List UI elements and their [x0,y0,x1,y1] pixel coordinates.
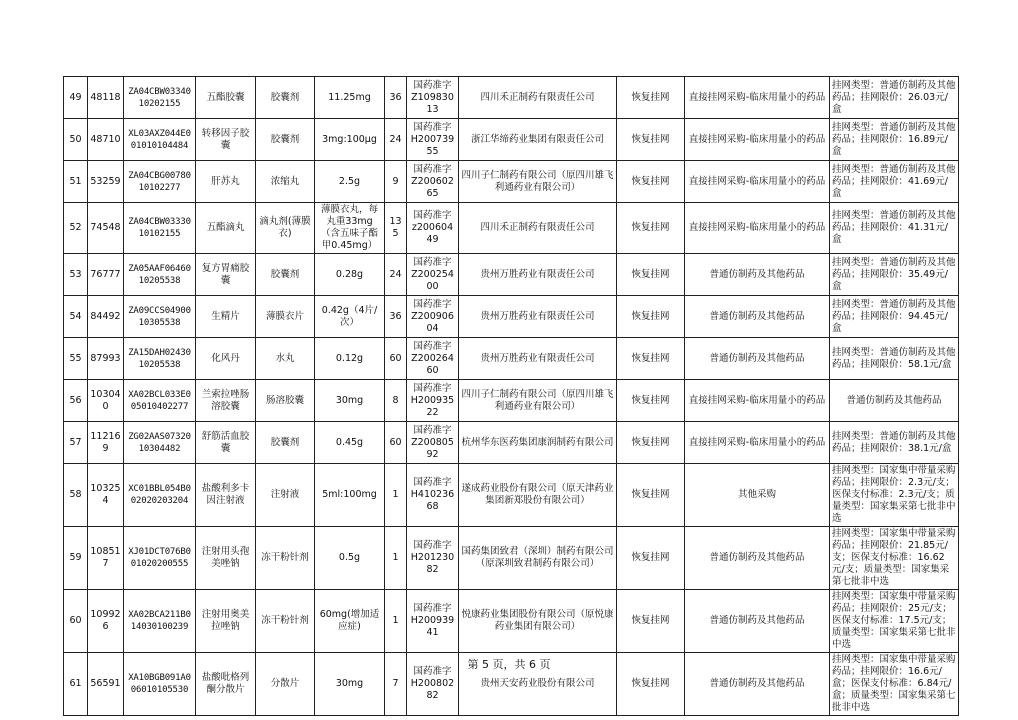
row-seq-cell: 52 [64,203,88,254]
row-seq-cell: 51 [64,161,88,203]
product-id-cell: 112169 [88,422,124,464]
page-number-footer: 第 5 页，共 6 页 [467,658,551,671]
manufacturer-cell: 浙江华缔药业集团有限责任公司 [459,119,617,161]
listing-note-cell: 挂网类型：普通仿制药及其他药品；挂网限价：94.45元/盒 [830,296,959,338]
drug-name-cell: 注射用奥美拉唑钠 [196,590,256,653]
drug-name-cell: 肝苏丸 [196,161,256,203]
listing-status-cell: 恢复挂网 [617,464,685,527]
product-id-cell: 109926 [88,590,124,653]
listing-status-cell: 恢复挂网 [617,161,685,203]
row-seq-cell: 58 [64,464,88,527]
dosage-form-cell: 薄膜衣片 [256,296,315,338]
dosage-form-cell: 胶囊剂 [256,254,315,296]
drug-code-cell: ZA05AAF06460 10205538 [124,254,196,296]
drug-code-cell: ZA15DAH02430 10205538 [124,338,196,380]
drug-name-cell: 盐酸利多卡因注射液 [196,464,256,527]
procurement-method-cell: 直接挂网采购-临床用量小的药品 [685,77,830,119]
listing-status-cell: 恢复挂网 [617,119,685,161]
listing-status-cell: 恢复挂网 [617,203,685,254]
manufacturer-cell: 四川禾正制药有限责任公司 [459,203,617,254]
row-seq-cell: 60 [64,590,88,653]
approval-number-cell: 国药准字 Z10983013 [407,77,459,119]
product-id-cell: 56591 [88,653,124,716]
package-quantity-cell: 60 [385,338,407,380]
listing-status-cell: 恢复挂网 [617,590,685,653]
package-quantity-cell: 9 [385,161,407,203]
package-quantity-cell: 1 [385,464,407,527]
manufacturer-cell: 遂成药业股份有限公司（原天津药业集团新郑股份有限公司） [459,464,617,527]
drug-code-cell: XA10BGB091A0 06010105530 [124,653,196,716]
table-row [64,464,959,527]
specification-cell: 11.25mg [315,77,385,119]
specification-cell: 0.12g [315,338,385,380]
procurement-method-cell: 普通仿制药及其他药品 [685,338,830,380]
manufacturer-cell: 四川子仁制药有限公司（原四川雄飞利通药业有限公司） [459,161,617,203]
approval-number-cell: 国药准字 Z20025400 [407,254,459,296]
manufacturer-cell: 四川子仁制药有限公司（原四川雄飞利通药业有限公司） [459,380,617,422]
package-quantity-cell: 7 [385,653,407,716]
product-id-cell: 108517 [88,527,124,590]
approval-number-cell: 国药准字 H20093522 [407,380,459,422]
package-quantity-cell: 1 [385,590,407,653]
table-body [64,77,959,716]
row-seq-cell: 55 [64,338,88,380]
product-id-cell: 48710 [88,119,124,161]
table-row [64,380,959,422]
listing-status-cell: 恢复挂网 [617,422,685,464]
dosage-form-cell: 胶囊剂 [256,119,315,161]
specification-cell: 3mg:100μg [315,119,385,161]
drug-name-cell: 兰索拉唑肠溶胶囊 [196,380,256,422]
table-row [64,77,959,119]
specification-cell: 0.45g [315,422,385,464]
table-row [64,254,959,296]
product-id-cell: 84492 [88,296,124,338]
procurement-method-cell: 直接挂网采购-临床用量小的药品 [685,161,830,203]
procurement-method-cell: 直接挂网采购-临床用量小的药品 [685,203,830,254]
package-quantity-cell: 60 [385,422,407,464]
approval-number-cell: 国药准字 H41023668 [407,464,459,527]
listing-note-cell: 挂网类型：普通仿制药及其他药品；挂网限价：26.03元/盒 [830,77,959,119]
row-seq-cell: 57 [64,422,88,464]
approval-number-cell: 国药准字 Z20026460 [407,338,459,380]
drug-name-cell: 盐酸吡格列酮分散片 [196,653,256,716]
drug-name-cell: 生精片 [196,296,256,338]
procurement-method-cell: 普通仿制药及其他药品 [685,254,830,296]
approval-number-cell: 国药准字 Z20080592 [407,422,459,464]
procurement-method-cell: 普通仿制药及其他药品 [685,296,830,338]
product-id-cell: 103254 [88,464,124,527]
table-row [64,161,959,203]
listing-note-cell: 挂网类型：国家集中带量采购药品；挂网限价：25元/支；医保支付标准：17.5元/支；质量类型：国家集采第七批非中选 [830,590,959,653]
drug-name-cell: 复方胃痛胶囊 [196,254,256,296]
listing-status-cell: 恢复挂网 [617,338,685,380]
package-quantity-cell: 135 [385,203,407,254]
approval-number-cell: 国药准字 H20080282 [407,653,459,716]
manufacturer-cell: 四川禾正制药有限责任公司 [459,77,617,119]
specification-cell: 60mg(增加适应症) [315,590,385,653]
package-quantity-cell: 36 [385,77,407,119]
package-quantity-cell: 24 [385,254,407,296]
drug-name-cell: 转移因子胶囊 [196,119,256,161]
product-id-cell: 74548 [88,203,124,254]
package-quantity-cell: 36 [385,296,407,338]
manufacturer-cell: 贵州万胜药业有限责任公司 [459,338,617,380]
dosage-form-cell: 冻干粉针剂 [256,527,315,590]
drug-code-cell: ZA04CBW03340 10202155 [124,77,196,119]
specification-cell: 2.5g [315,161,385,203]
listing-note-cell: 挂网类型：普通仿制药及其他药品；挂网限价：41.69元/盒 [830,161,959,203]
drug-code-cell: XA02BCA211B0 14030100239 [124,590,196,653]
dosage-form-cell: 冻干粉针剂 [256,590,315,653]
listing-status-cell: 恢复挂网 [617,254,685,296]
specification-cell: 薄膜衣丸，每丸重33mg（含五味子酯甲0.45mg） [315,203,385,254]
drug-code-cell: ZA04CBW03330 10102155 [124,203,196,254]
procurement-method-cell: 直接挂网采购-临床用量小的药品 [685,422,830,464]
procurement-method-cell: 其他采购 [685,464,830,527]
procurement-method-cell: 普通仿制药及其他药品 [685,527,830,590]
product-id-cell: 76777 [88,254,124,296]
row-seq-cell: 61 [64,653,88,716]
approval-number-cell: 国药准字 Z20060265 [407,161,459,203]
drug-code-cell: ZA09CCS04900 10305538 [124,296,196,338]
row-seq-cell: 53 [64,254,88,296]
product-id-cell: 87993 [88,338,124,380]
listing-note-cell: 挂网类型：普通仿制药及其他药品；挂网限价：58.1元/盒 [830,338,959,380]
drug-name-cell: 注射用头孢美唑钠 [196,527,256,590]
drug-listing-table [63,76,959,716]
drug-code-cell: XJ01DCT076B0 01020200555 [124,527,196,590]
package-quantity-cell: 8 [385,380,407,422]
product-id-cell: 48118 [88,77,124,119]
procurement-method-cell: 普通仿制药及其他药品 [685,653,830,716]
drug-code-cell: XL03AXZ044E0 01010104484 [124,119,196,161]
table-row [64,338,959,380]
dosage-form-cell: 注射液 [256,464,315,527]
specification-cell: 30mg [315,653,385,716]
listing-note-cell: 挂网类型：国家集中带量采购药品；挂网限价：21.85元/支；医保支付标准：16.62元/支；质量类型：国家集采第七批非中选 [830,527,959,590]
row-seq-cell: 59 [64,527,88,590]
approval-number-cell: 国药准字 H20073955 [407,119,459,161]
package-quantity-cell: 24 [385,119,407,161]
product-id-cell: 53259 [88,161,124,203]
specification-cell: 0.42g（4片/次） [315,296,385,338]
listing-note-cell: 普通仿制药及其他药品 [830,380,959,422]
approval-number-cell: 国药准字 Z20090604 [407,296,459,338]
dosage-form-cell: 胶囊剂 [256,422,315,464]
manufacturer-cell: 贵州万胜药业有限责任公司 [459,254,617,296]
table-row [64,422,959,464]
table-row [64,203,959,254]
specification-cell: 30mg [315,380,385,422]
listing-status-cell: 恢复挂网 [617,380,685,422]
drug-code-cell: XC01BBL054B0 02020203204 [124,464,196,527]
listing-note-cell: 挂网类型：普通仿制药及其他药品；挂网限价：41.31元/盒 [830,203,959,254]
listing-note-cell: 挂网类型：国家集中带量采购药品；挂网限价：16.6元/盒；医保支付标准：6.84元/盒；质量类型：国家集采第七批非中选 [830,653,959,716]
approval-number-cell: 国药准字 H20123082 [407,527,459,590]
row-seq-cell: 56 [64,380,88,422]
package-quantity-cell: 1 [385,527,407,590]
dosage-form-cell: 滴丸剂(薄膜衣) [256,203,315,254]
product-id-cell: 103040 [88,380,124,422]
manufacturer-cell: 贵州天安药业股份有限公司 [459,653,617,716]
table-row [64,119,959,161]
listing-status-cell: 恢复挂网 [617,653,685,716]
listing-note-cell: 挂网类型：普通仿制药及其他药品；挂网限价：38.1元/盒 [830,422,959,464]
procurement-method-cell: 直接挂网采购-临床用量小的药品 [685,380,830,422]
manufacturer-cell: 悦康药业集团股份有限公司（原悦康药业集团有限公司） [459,590,617,653]
table-row [64,296,959,338]
listing-note-cell: 挂网类型：国家集中带量采购药品；挂网限价：2.3元/支；医保支付标准：2.3元/支；质量类型：国家集采第七批非中选 [830,464,959,527]
row-seq-cell: 50 [64,119,88,161]
listing-note-cell: 挂网类型：普通仿制药及其他药品；挂网限价：35.49元/盒 [830,254,959,296]
drug-code-cell: ZG02AAS07320 10304482 [124,422,196,464]
row-seq-cell: 49 [64,77,88,119]
listing-note-cell: 挂网类型：普通仿制药及其他药品；挂网限价：16.89元/盒 [830,119,959,161]
dosage-form-cell: 肠溶胶囊 [256,380,315,422]
procurement-method-cell: 直接挂网采购-临床用量小的药品 [685,119,830,161]
approval-number-cell: 国药准字 H20093941 [407,590,459,653]
approval-number-cell: 国药准字 z20060449 [407,203,459,254]
table-row [64,527,959,590]
listing-status-cell: 恢复挂网 [617,296,685,338]
procurement-method-cell: 普通仿制药及其他药品 [685,590,830,653]
drug-code-cell: ZA04CBG00780 10102277 [124,161,196,203]
listing-status-cell: 恢复挂网 [617,527,685,590]
drug-name-cell: 化风丹 [196,338,256,380]
specification-cell: 5ml:100mg [315,464,385,527]
manufacturer-cell: 贵州万胜药业有限责任公司 [459,296,617,338]
manufacturer-cell: 国药集团致君（深圳）制药有限公司（原深圳致君制药有限公司） [459,527,617,590]
manufacturer-cell: 杭州华东医药集团康润制药有限公司 [459,422,617,464]
dosage-form-cell: 水丸 [256,338,315,380]
dosage-form-cell: 胶囊剂 [256,77,315,119]
row-seq-cell: 54 [64,296,88,338]
dosage-form-cell: 浓缩丸 [256,161,315,203]
drug-name-cell: 舒筋活血胶囊 [196,422,256,464]
dosage-form-cell: 分散片 [256,653,315,716]
drug-name-cell: 五酯胶囊 [196,77,256,119]
listing-status-cell: 恢复挂网 [617,77,685,119]
drug-code-cell: XA02BCL033E0 05010402277 [124,380,196,422]
specification-cell: 0.28g [315,254,385,296]
drug-name-cell: 五酯滴丸 [196,203,256,254]
specification-cell: 0.5g [315,527,385,590]
table-row [64,590,959,653]
